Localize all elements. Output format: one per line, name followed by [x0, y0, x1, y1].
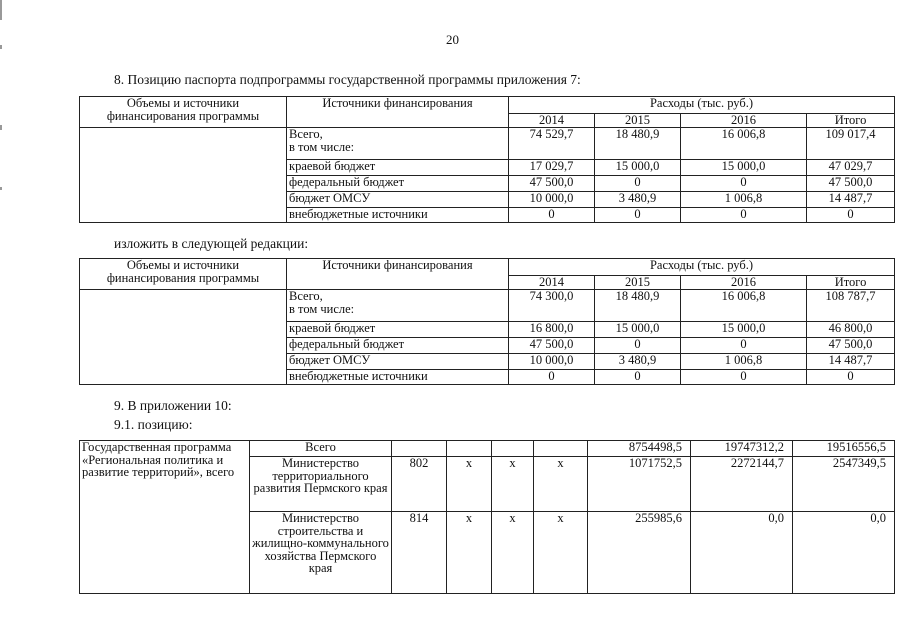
table-cell: 18 480,9	[595, 128, 681, 160]
row-label: внебюджетные источники	[287, 370, 509, 385]
row-label: краевой бюджет	[287, 160, 509, 176]
table-cell: 47 029,7	[807, 160, 895, 176]
table-cell: 0	[681, 370, 807, 385]
table-cell: 255985,6	[588, 512, 691, 594]
table-cell: 0	[509, 370, 595, 385]
header-volumes-sources: Объемы и источники финансирования программы	[80, 97, 287, 128]
table-cell: 47 500,0	[807, 176, 895, 192]
row-label: Всего, в том числе:	[287, 128, 509, 160]
table-cell: х	[447, 457, 492, 512]
table-cell: 0	[807, 370, 895, 385]
empty-cell	[80, 290, 287, 385]
row-label: Всего, в том числе:	[287, 290, 509, 322]
table-cell: х	[447, 512, 492, 594]
ministry-code: 814	[392, 512, 447, 594]
table-cell: 2547349,5	[793, 457, 895, 512]
row-label: бюджет ОМСУ	[287, 354, 509, 370]
table-cell: 16 800,0	[509, 322, 595, 338]
year-header: 2016	[681, 114, 807, 128]
header-funding-sources: Источники финансирования	[287, 259, 509, 290]
table-cell: 74 529,7	[509, 128, 595, 160]
table-cell: 108 787,7	[807, 290, 895, 322]
table-cell: 0	[595, 338, 681, 354]
table-cell: 1 006,8	[681, 192, 807, 208]
table-cell: 47 500,0	[509, 176, 595, 192]
header-funding-sources: Источники финансирования	[287, 97, 509, 128]
table-cell: х	[492, 457, 534, 512]
table-cell: 0	[681, 208, 807, 223]
passport-table-old	[79, 96, 895, 223]
table-cell: 47 500,0	[807, 338, 895, 354]
ministry-name: Министерство строительства и жилищно-коммунального хозяйства Пермского края	[250, 512, 392, 594]
table-cell: 74 300,0	[509, 290, 595, 322]
margin-mark	[0, 187, 2, 190]
paragraph-8: 8. Позицию паспорта подпрограммы государственной программы приложения 7:	[114, 72, 581, 87]
table-cell: 16 006,8	[681, 128, 807, 160]
table-cell: 10 000,0	[509, 354, 595, 370]
table-cell: 0	[681, 338, 807, 354]
table-cell: 0	[807, 208, 895, 223]
header-expenses: Расходы (тыс. руб.)	[509, 97, 895, 114]
table-cell: 0	[595, 208, 681, 223]
paragraph-redaction: изложить в следующей редакции:	[114, 236, 309, 251]
table-cell: 46 800,0	[807, 322, 895, 338]
paragraph-9-1: 9.1. позицию:	[114, 417, 193, 432]
year-header: 2015	[595, 114, 681, 128]
paragraph-9: 9. В приложении 10:	[114, 398, 232, 413]
table-cell: 15 000,0	[681, 160, 807, 176]
table-cell: 1071752,5	[588, 457, 691, 512]
row-label: федеральный бюджет	[287, 176, 509, 192]
total-header: Итого	[807, 114, 895, 128]
table-cell: 0	[595, 370, 681, 385]
empty-cell	[392, 441, 447, 457]
margin-mark	[0, 125, 2, 130]
table-cell: 8754498,5	[588, 441, 691, 457]
empty-cell	[447, 441, 492, 457]
table-cell: 15 000,0	[681, 322, 807, 338]
table-cell: х	[492, 512, 534, 594]
table-cell: 47 500,0	[509, 338, 595, 354]
table-cell: 15 000,0	[595, 322, 681, 338]
table-cell: 0,0	[691, 512, 793, 594]
margin-mark	[0, 0, 2, 20]
ministry-name: Министерство территориального развития Пермского края	[250, 457, 392, 512]
row-label: федеральный бюджет	[287, 338, 509, 354]
total-label: Всего	[250, 441, 392, 457]
passport-table-new	[79, 258, 895, 385]
table-cell: 17 029,7	[509, 160, 595, 176]
header-volumes-sources: Объемы и источники финансирования программы	[80, 259, 287, 290]
table-cell: 0	[681, 176, 807, 192]
table-cell: 19747312,2	[691, 441, 793, 457]
empty-cell	[492, 441, 534, 457]
header-expenses: Расходы (тыс. руб.)	[509, 259, 895, 276]
table-cell: 10 000,0	[509, 192, 595, 208]
table-cell: х	[534, 512, 588, 594]
table-cell: х	[534, 457, 588, 512]
table-cell: 14 487,7	[807, 192, 895, 208]
empty-cell	[534, 441, 588, 457]
table-cell: 0,0	[793, 512, 895, 594]
table-cell: 14 487,7	[807, 354, 895, 370]
year-header: 2016	[681, 276, 807, 290]
table-cell: 0	[595, 176, 681, 192]
table-cell: 3 480,9	[595, 354, 681, 370]
program-name: Государственная программа «Региональная политика и развитие территорий», всего	[80, 441, 250, 594]
table-cell: 3 480,9	[595, 192, 681, 208]
total-header: Итого	[807, 276, 895, 290]
table-cell: 109 017,4	[807, 128, 895, 160]
empty-cell	[80, 128, 287, 223]
table-cell: 19516556,5	[793, 441, 895, 457]
ministry-code: 802	[392, 457, 447, 512]
table-cell: 16 006,8	[681, 290, 807, 322]
table-cell: 1 006,8	[681, 354, 807, 370]
row-label: бюджет ОМСУ	[287, 192, 509, 208]
row-label: внебюджетные источники	[287, 208, 509, 223]
table-cell: 15 000,0	[595, 160, 681, 176]
appendix10-table	[79, 440, 895, 594]
year-header: 2014	[509, 114, 595, 128]
table-cell: 2272144,7	[691, 457, 793, 512]
year-header: 2015	[595, 276, 681, 290]
table-cell: 0	[509, 208, 595, 223]
page-number: 20	[446, 32, 459, 47]
year-header: 2014	[509, 276, 595, 290]
table-cell: 18 480,9	[595, 290, 681, 322]
row-label: краевой бюджет	[287, 322, 509, 338]
